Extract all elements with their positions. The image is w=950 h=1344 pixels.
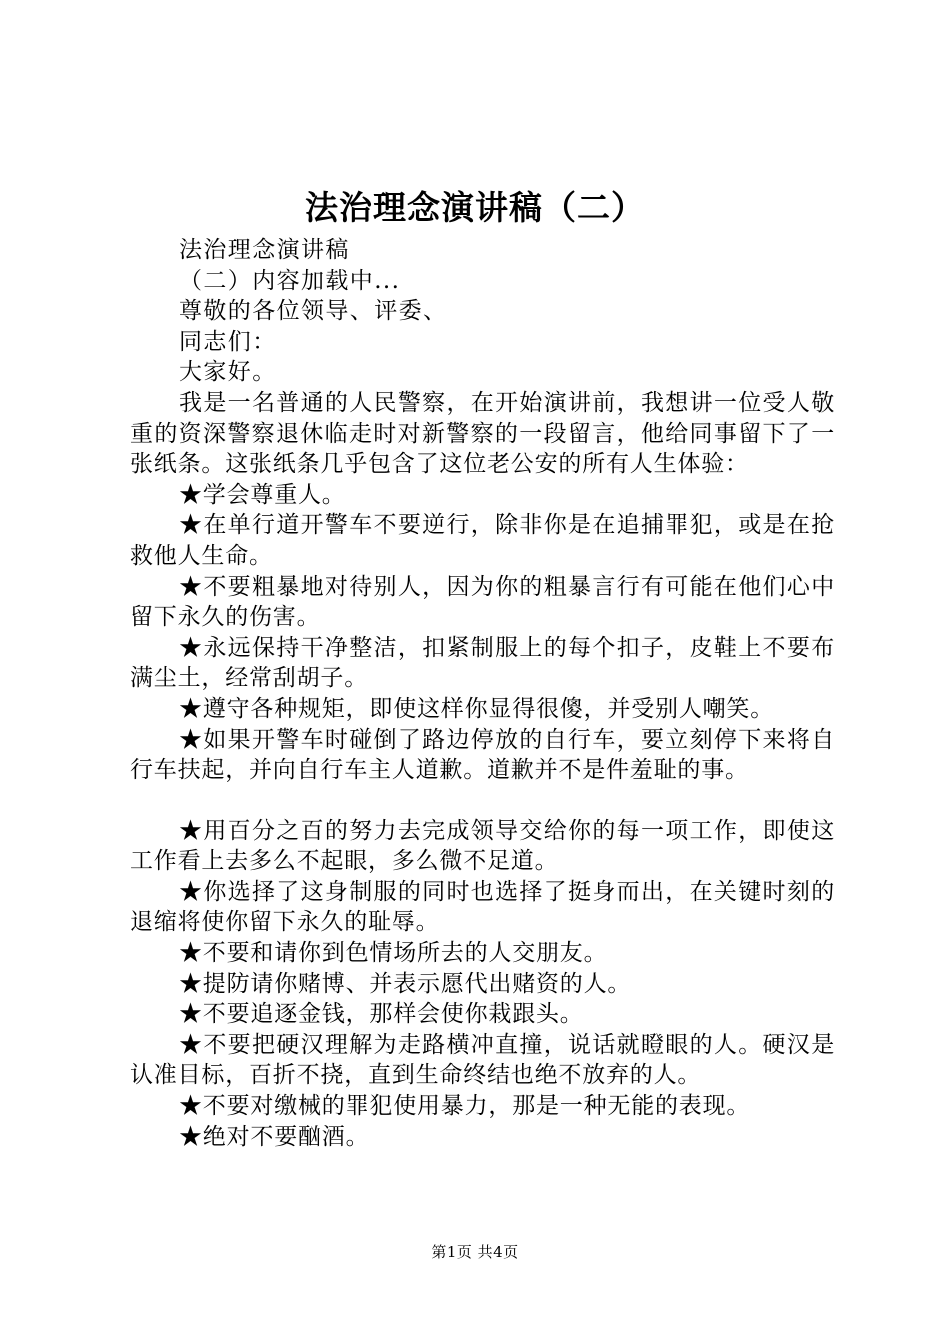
paragraph-gap [130, 786, 835, 816]
list-item: ★永远保持干净整洁，扣紧制服上的每个扣子，皮鞋上不要布满尘土，经常刮胡子。 [130, 634, 835, 692]
list-item: ★学会尊重人。 [179, 481, 346, 508]
list-item: ★绝对不要酗酒。 [179, 1123, 370, 1150]
list-item: ★不要把硬汉理解为走路横冲直撞，说话就瞪眼的人。硬汉是认准目标，百折不挠，直到生命终结也绝不放弃的人。 [130, 1031, 835, 1089]
list-item: ★你选择了这身制服的同时也选择了挺身而出，在关键时刻的退缩将使你留下永久的耻辱。 [130, 878, 835, 936]
paragraph: 法治理念演讲稿 [179, 237, 350, 263]
paragraph: 我是一名普通的人民警察，在开始演讲前，我想讲一位受人敬重的资深警察退休临走时对新警察的一段留言，他给同事留下了一张纸条。这张纸条几乎包含了这位老公安的所有人生体验： [130, 389, 835, 478]
paragraph: （二）内容加载中... [179, 267, 401, 294]
page-footer: 第1页 共4页 [431, 1243, 519, 1261]
document-title: 法治理念演讲稿（二） [305, 188, 645, 227]
list-item: ★不要追逐金钱，那样会使你栽跟头。 [179, 1001, 584, 1028]
paragraph: 同志们： [179, 328, 277, 355]
list-item: ★提防请你赌博、并表示愿代出赌资的人。 [179, 970, 632, 997]
list-item: ★在单行道开警车不要逆行，除非你是在追捕罪犯，或是在抢救他人生命。 [130, 512, 835, 569]
paragraph: 尊敬的各位领导、评委、 [179, 298, 448, 325]
list-item: ★遵守各种规矩，即使这样你显得很傻，并受别人嘲笑。 [179, 695, 774, 722]
paragraph: 大家好。 [179, 359, 277, 386]
list-item: ★如果开警车时碰倒了路边停放的自行车，要立刻停下来将自行车扶起，并向自行车主人道歉。道歉并不是件羞耻的事。 [130, 726, 835, 784]
list-item: ★不要粗暴地对待别人，因为你的粗暴言行有可能在他们心中留下永久的伤害。 [130, 573, 835, 631]
list-item: ★不要对缴械的罪犯使用暴力，那是一种无能的表现。 [179, 1093, 751, 1120]
list-item: ★不要和请你到色情场所去的人交朋友。 [179, 940, 608, 967]
document-body [130, 235, 835, 1152]
list-item: ★用百分之百的努力去完成领导交给你的每一项工作，即使这工作看上去多么不起眼，多么微不足道。 [130, 817, 835, 875]
